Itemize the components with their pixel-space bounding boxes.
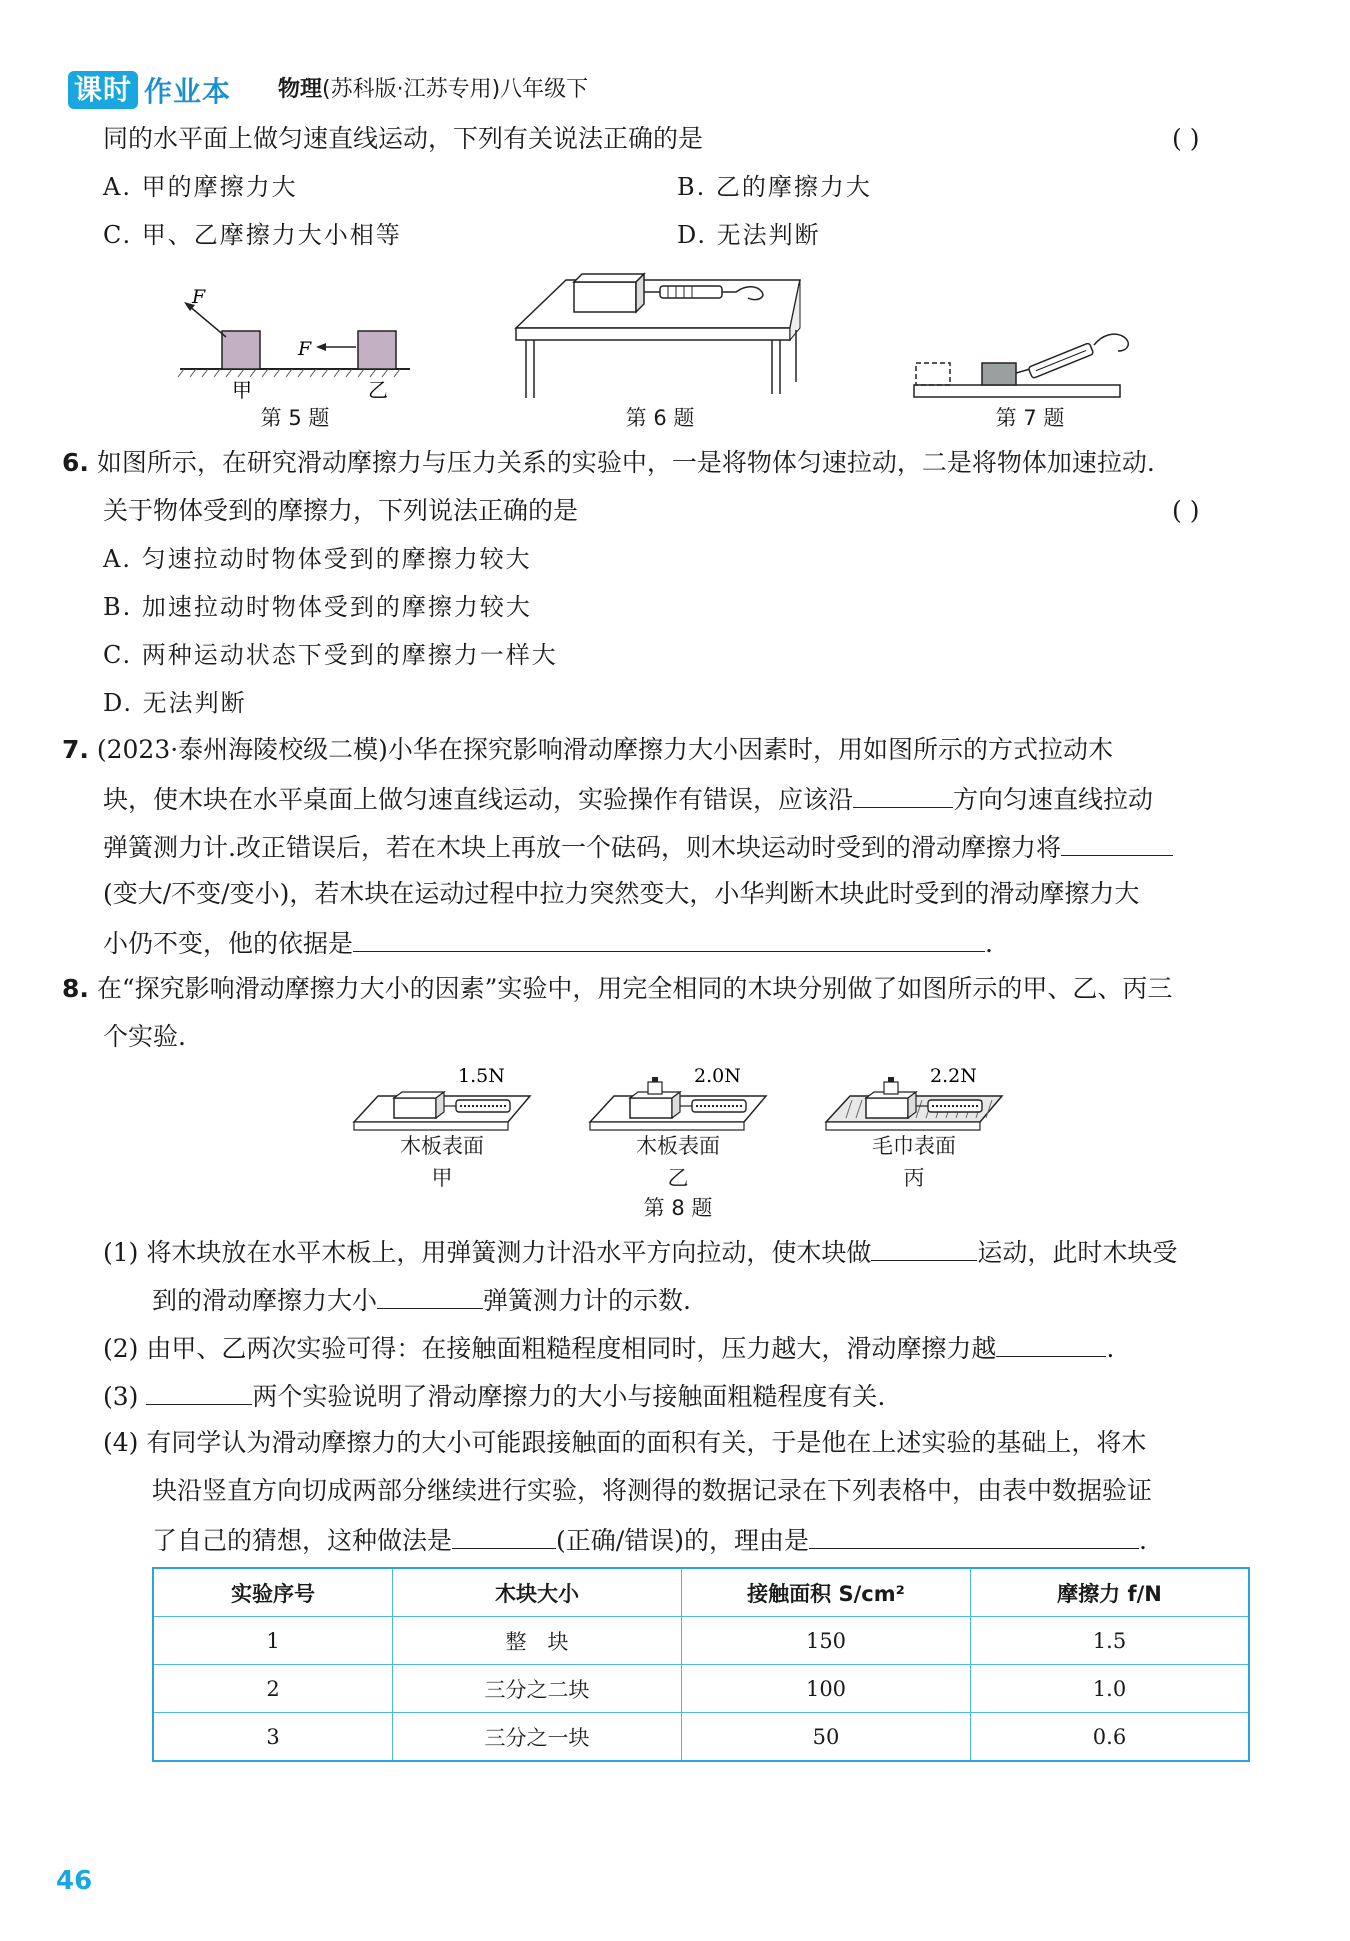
q7-line4: (变大/不变/变小)，若木块在运动过程中拉力突然变大，小华判断木块此时受到的滑动摩擦力大: [103, 879, 1140, 908]
figure-7-caption: 第 7 题: [995, 406, 1065, 430]
force-label-2: F: [298, 338, 312, 360]
q7-number: 7.: [62, 735, 89, 764]
name-yi: 乙: [667, 1166, 689, 1190]
surface-yi: 木板表面: [636, 1134, 720, 1158]
q8-text1: 在“探究影响滑动摩擦力大小的因素”实验中，用完全相同的木块分别做了如图所示的甲、乙、丙三: [96, 974, 1173, 1003]
q8-line1: [62, 972, 1172, 1006]
q6-option-c: C. 两种运动状态下受到的摩擦力一样大: [103, 641, 558, 669]
q8-s2: (2) 由甲、乙两次实验可得：在接触面粗糙程度相同时，压力越大，滑动摩擦力越 .: [103, 1330, 1114, 1366]
q7-blank2[interactable]: [1061, 829, 1173, 856]
label-yi: 乙: [368, 378, 388, 402]
q5-option-a: A. 甲的摩擦力大: [103, 173, 298, 201]
table-header: 木块大小: [393, 1568, 682, 1617]
q7-blank1[interactable]: [853, 781, 953, 808]
reading-jia: 1.5N: [458, 1065, 505, 1087]
hand-icon: [1094, 334, 1128, 351]
table-cell: 150: [682, 1617, 971, 1665]
figure-6: [510, 262, 810, 402]
table-cell: 三分之二块: [393, 1665, 682, 1713]
q6-option-b: B. 加速拉动时物体受到的摩擦力较大: [103, 593, 532, 621]
table-cell: 0.6: [971, 1713, 1250, 1762]
table-header-row: [153, 1568, 1249, 1617]
setup-yi: [590, 1065, 766, 1130]
q8-blank4[interactable]: [146, 1378, 252, 1405]
table-cell: 1.5: [971, 1617, 1250, 1665]
q7-line2: 块，使木块在水平桌面上做匀速直线运动，实验操作有错误，应该沿 方向匀速直线拉动: [103, 781, 1153, 817]
data-table: [152, 1567, 1250, 1762]
table-cell: 3: [153, 1713, 393, 1762]
q8-s1-line1: (1) 将木块放在水平木板上，用弹簧测力计沿水平方向拉动，使木块做 运动，此时木块受: [103, 1234, 1177, 1270]
surface-jia: 木板表面: [400, 1134, 484, 1158]
q8-s3: (3) 两个实验说明了滑动摩擦力的大小与接触面粗糙程度有关.: [103, 1378, 885, 1414]
q8-blank3[interactable]: [996, 1330, 1106, 1357]
setup-bing: [826, 1065, 1002, 1130]
q7-line5: 小仍不变，他的依据是 .: [103, 925, 993, 961]
q8-s4-line1: (4) 有同学认为滑动摩擦力的大小可能跟接触面的面积有关，于是他在上述实验的基础上，将木: [103, 1428, 1147, 1457]
q5-option-c: C. 甲、乙摩擦力大小相等: [103, 221, 402, 249]
figure-7: [910, 325, 1150, 405]
subject: 物理: [278, 77, 323, 102]
figure-6-caption: 第 6 题: [625, 406, 695, 430]
book-title: [278, 74, 588, 106]
table-cell: 1.0: [971, 1665, 1250, 1713]
table-cell: 三分之一块: [393, 1713, 682, 1762]
q6-number: 6.: [62, 448, 89, 477]
name-jia: 甲: [431, 1166, 453, 1190]
q8-blank5[interactable]: [452, 1522, 556, 1549]
q8-line2: 个实验.: [103, 1022, 186, 1051]
reading-bing: 2.2N: [930, 1065, 977, 1087]
q8-s4-line3: 了自己的猜想，这种做法是 (正确/错误)的，理由是 .: [152, 1522, 1147, 1558]
table-cell: 整 块: [393, 1617, 682, 1665]
block: [982, 363, 1016, 385]
table-cell: 2: [153, 1665, 393, 1713]
table-header: 摩擦力 f/N: [971, 1568, 1250, 1617]
logo-main: 课时: [68, 71, 138, 109]
table-header: 接触面积 S/cm²: [682, 1568, 971, 1617]
label-jia: 甲: [232, 378, 252, 402]
q8-number: 8.: [62, 974, 89, 1003]
book-logo: [68, 70, 231, 110]
figure-8-caption: 第 8 题: [643, 1196, 713, 1220]
figure-5-caption: 第 5 题: [260, 406, 330, 430]
force-label-1: F: [192, 286, 206, 308]
table-cell: 50: [682, 1713, 971, 1762]
q6-line2: 关于物体受到的摩擦力，下列说法正确的是: [103, 496, 579, 525]
table-header: 实验序号: [153, 1568, 393, 1617]
page-number: 46: [56, 1866, 93, 1896]
table-row: [153, 1713, 1249, 1762]
block-yi: [358, 331, 396, 369]
q7-blank3[interactable]: [353, 925, 985, 952]
q6-line1: [62, 446, 1155, 480]
q6-option-a: A. 匀速拉动时物体受到的摩擦力较大: [103, 545, 532, 573]
q8-s1-line2: 到的滑动摩擦力大小 弹簧测力计的示数.: [152, 1282, 691, 1318]
table-cell: 100: [682, 1665, 971, 1713]
q7-line3: 弹簧测力计.改正错误后，若在木块上再放一个砝码，则木块运动时受到的滑动摩擦力将: [103, 829, 1173, 865]
q6-text1: 如图所示，在研究滑动摩擦力与压力关系的实验中，一是将物体匀速拉动，二是将物体加速拉动.: [96, 448, 1155, 477]
q8-blank1[interactable]: [871, 1234, 977, 1261]
setup-jia: [354, 1065, 530, 1130]
q8-blank2[interactable]: [377, 1282, 483, 1309]
q5-option-d: D. 无法判断: [677, 221, 821, 249]
figure-8: [350, 1060, 1010, 1140]
logo-rest: 作业本: [144, 75, 232, 108]
wood-block: [574, 282, 636, 312]
reading-yi: 2.0N: [694, 1065, 741, 1087]
q5-stem: 同的水平面上做匀速直线运动，下列有关说法正确的是: [103, 124, 704, 153]
q5-answer-paren: ( ): [1172, 124, 1200, 153]
q6-answer-paren: ( ): [1172, 496, 1200, 525]
q7-line1: [62, 733, 1113, 767]
q7-text1: (2023·泰州海陵校级二模)小华在探究影响滑动摩擦力大小因素时，用如图所示的方式拉动木: [96, 735, 1113, 764]
figure-5: [170, 285, 420, 405]
table-row: [153, 1665, 1249, 1713]
spring-scale: [660, 286, 722, 298]
block-jia: [222, 331, 260, 369]
table-cell: 1: [153, 1617, 393, 1665]
q6-option-d: D. 无法判断: [103, 689, 247, 717]
q8-blank6[interactable]: [809, 1522, 1139, 1549]
q8-s4-line2: 块沿竖直方向切成两部分继续进行实验，将测得的数据记录在下列表格中，由表中数据验证: [152, 1476, 1153, 1505]
name-bing: 丙: [903, 1166, 925, 1190]
surface-bing: 毛巾表面: [872, 1134, 956, 1158]
q5-option-b: B. 乙的摩擦力大: [677, 173, 872, 201]
table-row: [153, 1617, 1249, 1665]
edition: (苏科版·江苏专用)八年级下: [322, 77, 589, 102]
